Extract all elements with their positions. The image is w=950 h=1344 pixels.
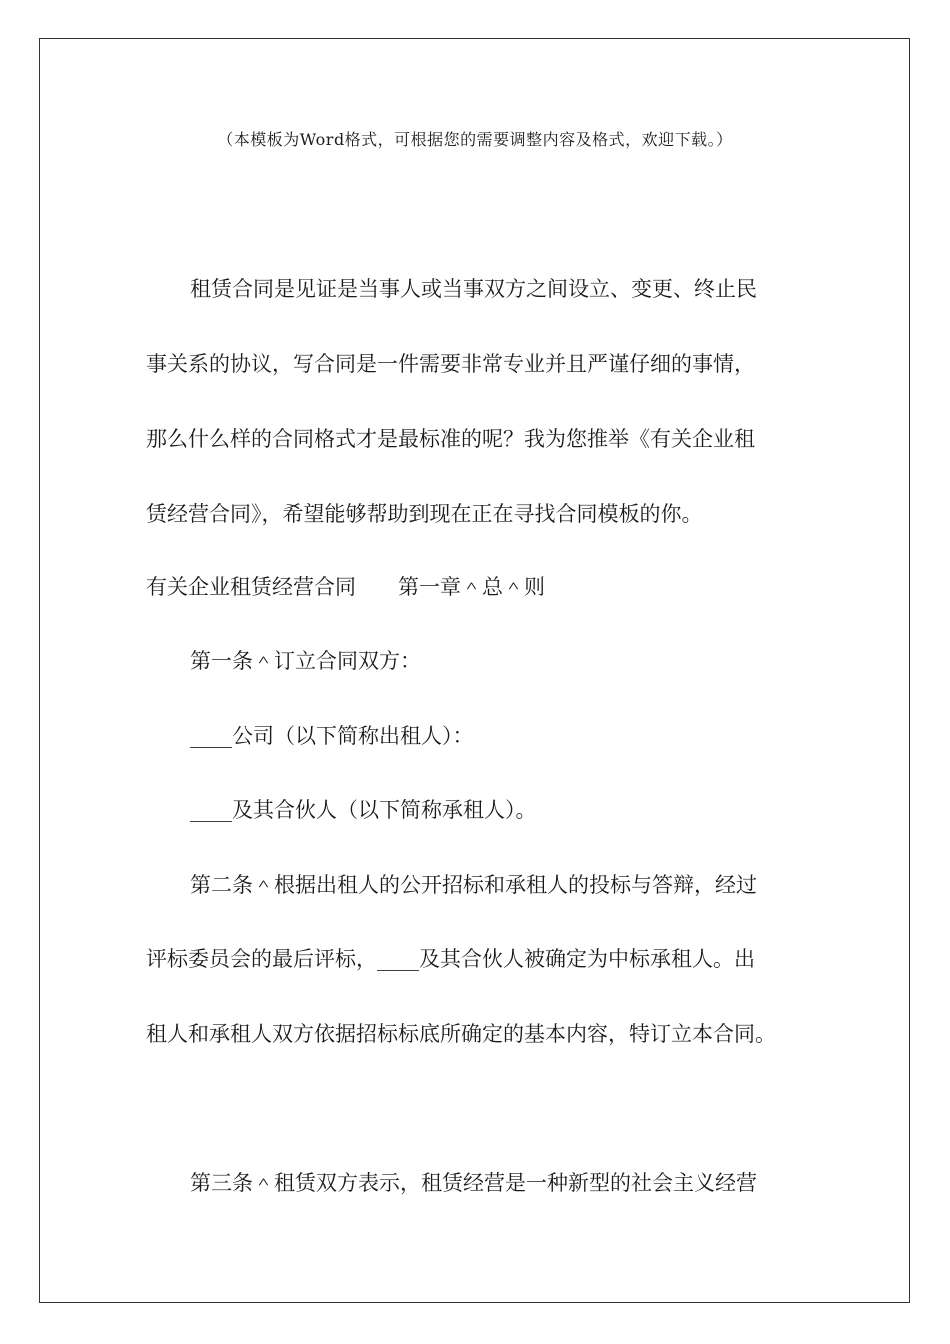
party-lessor: ____公司（以下简称出租人）： bbox=[190, 724, 474, 748]
body-line-3: 那么什么样的合同格式才是最标准的呢？我为您推举《有关企业租 bbox=[146, 427, 755, 451]
article-2-line-3: 租人和承租人双方依据招标标底所确定的基本内容，特订立本合同。 bbox=[146, 1022, 776, 1046]
article-3-line-1: 第三条＾租赁双方表示，租赁经营是一种新型的社会主义经营 bbox=[190, 1171, 757, 1195]
article-1: 第一条＾订立合同双方： bbox=[190, 649, 421, 673]
body-line-4: 赁经营合同》，希望能够帮助到现在正在寻找合同模板的你。 bbox=[146, 502, 703, 526]
article-2-line-2: 评标委员会的最后评标，____及其合伙人被确定为中标承租人。出 bbox=[146, 947, 755, 971]
party-lessee: ____及其合伙人（以下简称承租人）。 bbox=[190, 798, 537, 822]
page-border bbox=[39, 38, 910, 1303]
article-2-line-1: 第二条＾根据出租人的公开招标和承租人的投标与答辩，经过 bbox=[190, 873, 757, 897]
body-line-1: 租赁合同是见证是当事人或当事双方之间设立、变更、终止民 bbox=[190, 277, 757, 301]
body-line-2: 事关系的协议，写合同是一件需要非常专业并且严谨仔细的事情， bbox=[146, 352, 755, 376]
template-note: （本模板为Word格式，可根据您的需要调整内容及格式，欢迎下载。） bbox=[217, 130, 733, 149]
chapter-heading: 有关企业租赁经营合同 第一章＾总＾则 bbox=[146, 575, 545, 599]
